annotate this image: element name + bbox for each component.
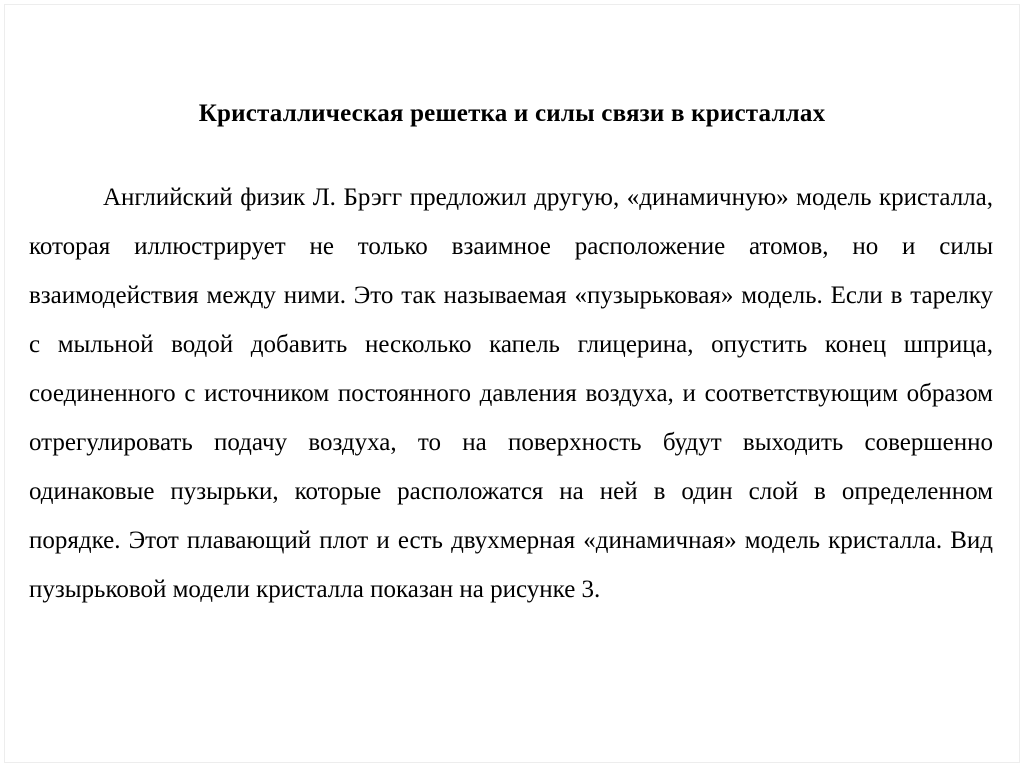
slide-body-paragraph: Английский физик Л. Брэгг предложил другую, «динамичную» модель кристалла, которая иллюстрирует не только взаимное расположение атомов, но и силы взаимодействия между ними. Это так называемая «пузырьковая» модель. Если в тарелку с мыльной водой добавить несколько капель глицерина, опустить конец шприца, соединенного с источником постоянного давления воздуха, и соответствующим образом отрегулировать подачу воздуха, то на поверхность будут выходить совершенно одинаковые пузырьки, которые расположатся на ней в один слой в определенном порядке. Этот плавающий плот и есть двухмерная «динамичная» модель кристалла. Вид пузырьковой модели кристалла показан на рисунке 3. [29, 184, 993, 603]
slide-title: Кристаллическая решетка и силы связи в кристаллах [198, 100, 826, 127]
slide-content-area [4, 4, 1020, 763]
